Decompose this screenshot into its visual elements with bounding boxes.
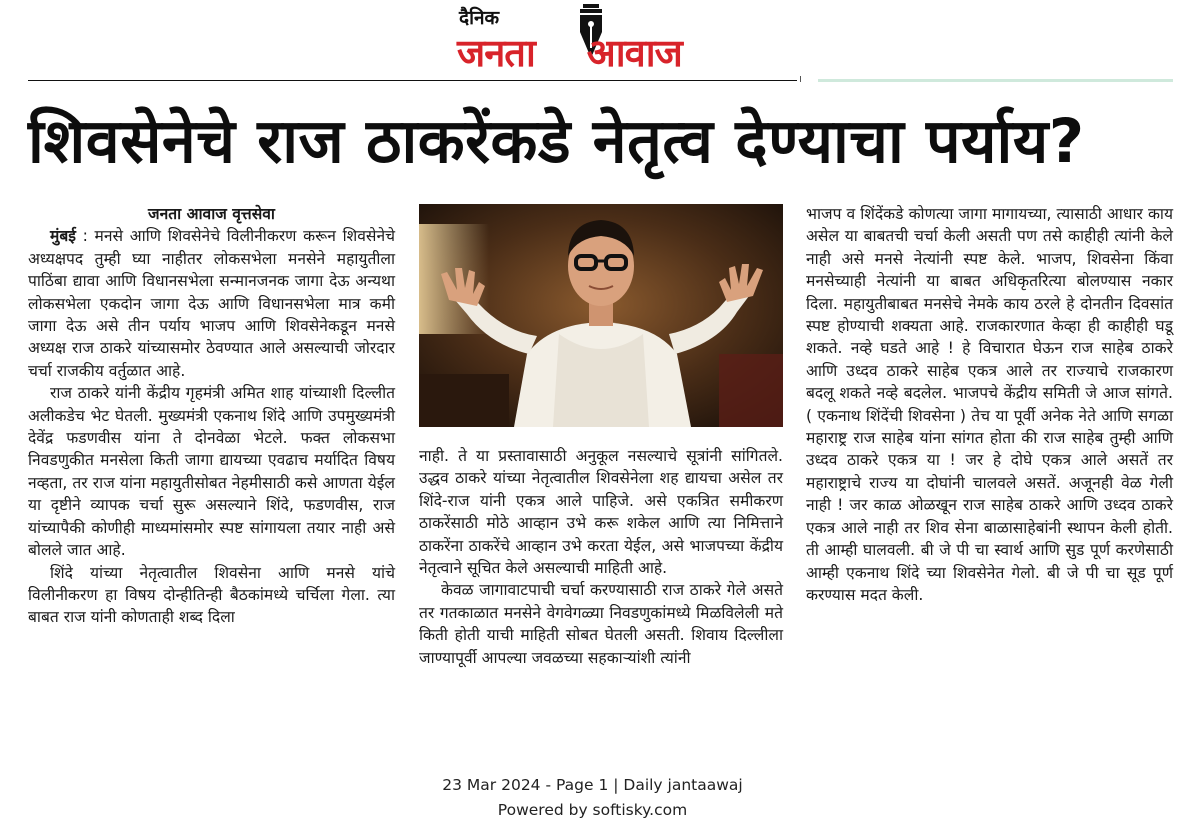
article-column-2 — [419, 445, 783, 669]
page-info-footer: 23 Mar 2024 - Page 1 | Daily jantaawaj — [442, 776, 743, 794]
rule-divider — [800, 76, 801, 82]
dateline: मुंबई — [50, 227, 76, 246]
masthead-title-part1: जनता — [457, 31, 535, 75]
article-photo — [419, 204, 783, 427]
powered-by-footer: Powered by softisky.com — [497, 801, 688, 819]
masthead-rule — [28, 80, 797, 81]
article-paragraph: नाही. ते या प्रस्तावासाठी अनुकूल नसल्याचे सूत्रांनी सांगितले. उद्धव ठाकरे यांच्या नेतृत्वातील शिवसेनेला शह द्यायचा असेल तर शिंदे-राज यांनी एकत्र आले पाहिजे. असे एकत्रित समीकरण ठाकरेंसाठी मोठे आव्हान उभे करू शकेल आणि त्या निमित्ताने ठाकरेंना ठाकरेंचे आव्हान उभे करता येईल, असे भाजपच्या केंद्रीय नेतृत्वाने सूचित केले असल्याची माहिती आहे. — [419, 447, 783, 578]
article-column-1 — [28, 203, 395, 629]
article-paragraph: शिंदे यांच्या नेतृत्वातील शिवसेना आणि मनसे यांचे विलीनीकरण हा विषय दोन्हीतिन्ही बैठकांमध्ये चर्चिला गेला. त्या बाबत राज यांनी कोणताही शब्द दिला — [28, 563, 395, 627]
masthead-title-part2: आवाज — [586, 31, 682, 75]
masthead-daily-label: दैनिक — [459, 7, 500, 29]
article-paragraph: भाजप व शिंदेंकडे कोणत्या जागा मागायच्या, त्यासाठी आधार काय असेल या बाबतची चर्चा केली असती पण तसे काहीही त्यांनी केले नाही असे मनसे नेत्यांनी स्पष्ट केले. भाजप, शिवसेना किंवा मनसेच्याही नेत्यांनी या बाबत अधिकृतरित्या बोलण्यास नकार दिला. महायुतीबाबत मनसेचे नेमके काय ठरले हे दोनतीन दिवसांत स्पष्ट होण्याची शक्यता आहे. राजकारणात केव्हा ही काहीही घडू शकते. नव्हे घडते आहे ! हे विचारात घेऊन राज साहेब ठाकरे आणि उध्दव ठाकरे साहेब एकत्र आले तर राज्याचे राजकारण बदलू शकते नव्हे बदलेल. भाजपचे केंद्रीय समिती जे आज सांगते. ( एकनाथ शिंदेंची शिवसेना ) तेच या पूर्वी अनेक नेते आणि सगळा महाराष्ट्र राज साहेब यांना सांगत होता की राज साहेब तुम्ही आणि उध्दव ठाकरे एकत्र या ! जर हे दोघे एकत्र आले असतें तर महाराष्ट्राचे राज्य या दोघांनी चालवले असतें. अजूनही वेळ गेली नाही ! जर काळ ओळखून राज साहेब ठाकरे आणि उध्दव ठाकरे एकत्र आले नाही तर शिव सेना बाळासाहेबांनी स्थापन केली होती. ती आम्ही घालवली. बी जे पी चा स्वार्थ आणि सुड पूर्ण करणेसाठी आम्ही एकनाथ शिंदे च्या शिवसेनेत गेलो. बी जे पी चा सूड पूर्ण करण्यास मदत केली. — [806, 205, 1173, 604]
masthead — [0, 0, 1185, 80]
article-column-3 — [806, 203, 1173, 606]
masthead-rule-accent — [818, 79, 1173, 82]
article-paragraph: मुंबई : मनसे आणि शिवसेनेचे विलीनीकरण करून शिवसेनेचे अध्यक्षपद तुम्ही घ्या नाहीतर लोकसभेला मनसेने महायुतीला पाठिंबा द्यावा आणि विधानसभेला सन्मानजनक जागा देऊ अन्यथा लोकसभेला एकदोन जागा देऊ आणि विधानसभेला मात्र कमी जागा देऊ असे तीन पर्याय भाजप आणि शिवसेनेकडून मनसे अध्यक्ष राज ठाकरे यांच्यासमोर ठेवण्यात आले असल्याची जोरदार चर्चा राजकीय वर्तुळात आहे. — [28, 227, 395, 380]
masthead-title — [457, 26, 682, 78]
article-paragraph: केवळ जागावाटपाची चर्चा करण्यासाठी राज ठाकरे गेले असते तर गतकाळात मनसेने वेगवेगळ्या निवडणुकांमध्ये मिळविलेली मते किती होती याची माहिती सोबत घेतली असती. शिवाय दिल्लीला जाण्यापूर्वी आपल्या जवळच्या सहकाऱ्यांशी त्यांनी — [419, 581, 783, 667]
byline: जनता आवाज वृत्तसेवा — [148, 205, 275, 223]
headline: शिवसेनेचे राज ठाकरेंकडे नेतृत्व देण्याचा पर्याय? — [28, 106, 1085, 177]
article-paragraph: राज ठाकरे यांनी केंद्रीय गृहमंत्री अमित शाह यांच्याशी दिल्लीत अलीकडेच भेट घेतली. मुख्यमंत्री एकनाथ शिंदे आणि उपमुख्यमंत्री देवेंद्र फडणवीस यांना ते दोनवेळा भेटले. फक्त लोकसभा निवडणुकीत मनसेला किती जागा द्यायच्या एवढाच मर्यादित विषय नव्हता, तर राज यांना महायुतीसोबत नेहमीसाठी कसे आणता येईल या दृष्टीने व्यापक चर्चा सुरू असल्याने शिंदे, फडणवीस, राज यांच्यापैकी कोणीही माध्यमांसमोर स्पष्ट सांगायला तयार नाही असे बोलले जात आहे. — [28, 384, 395, 560]
